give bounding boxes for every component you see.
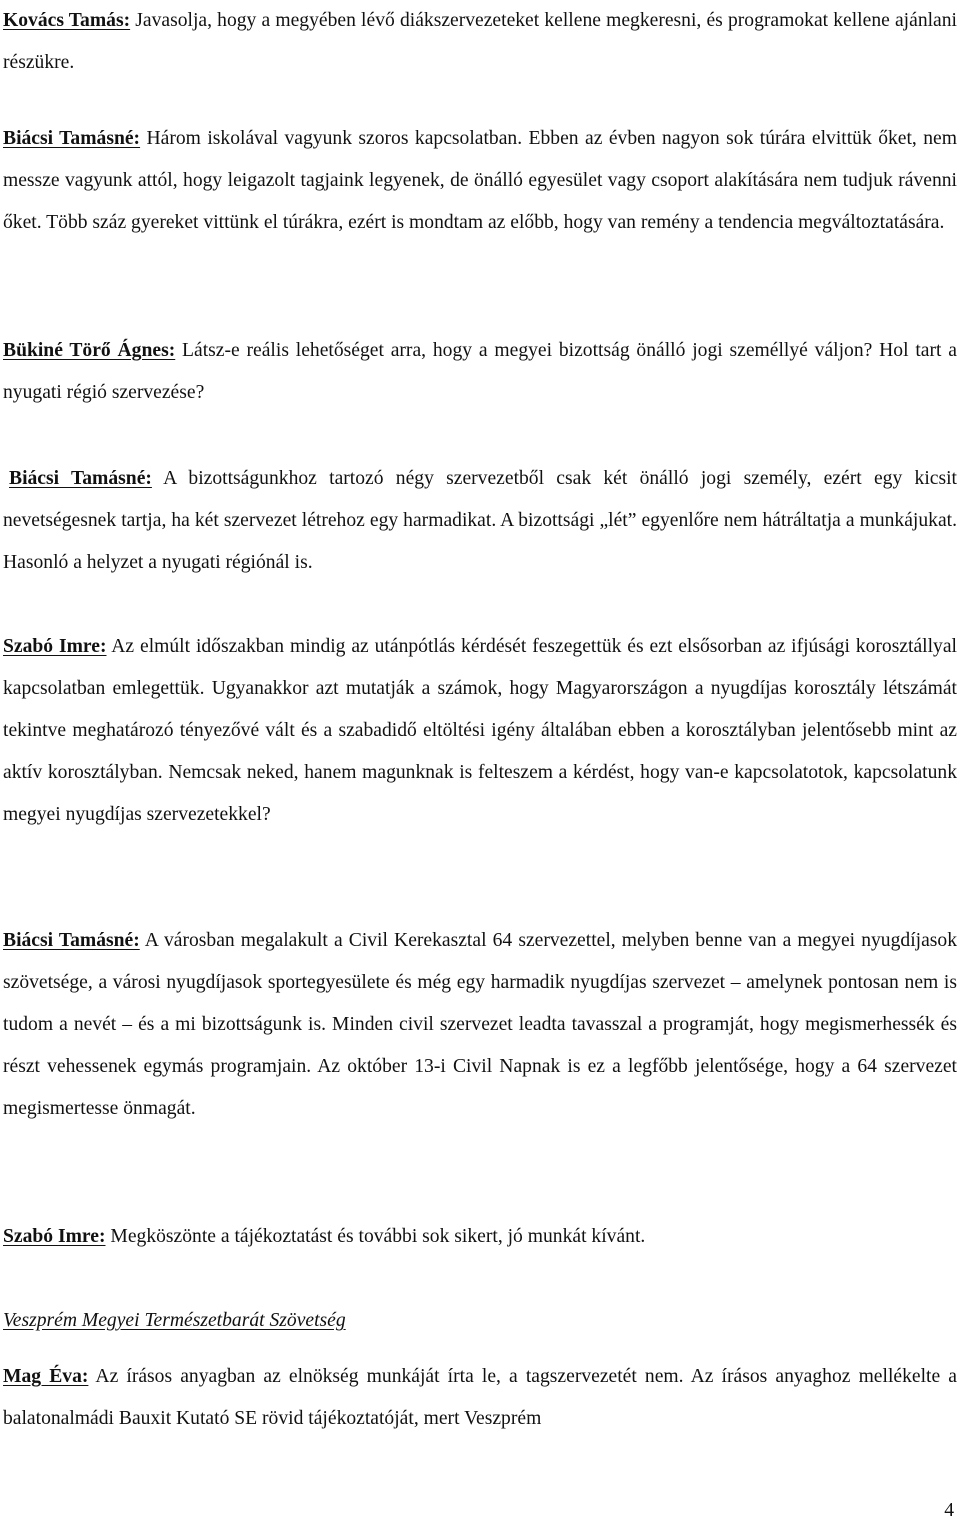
speaker-name: Biácsi Tamásné: [3, 930, 140, 951]
speaker-name: Biácsi Tamásné: [9, 468, 152, 489]
paragraph-text: Az írásos anyagban az elnökség munkáját írta le, a tagszervezetét nem. Az írásos anyaghoz mellékelte a balatonalmádi Bauxit Kutató SE rövid tájékoztatóját, mert Veszprém [3, 1366, 957, 1429]
organization-heading: Veszprém Megyei Természetbarát Szövetség [3, 1310, 346, 1331]
speaker-name: Kovács Tamás: [3, 10, 131, 31]
paragraph-text: A bizottságunkhoz tartozó négy szervezetből csak két önálló jogi személy, ezért egy kicsit nevetségesnek tartja, ha két szervezet létrehoz egy harmadikat. A bizottsági „lét” egyenlőre nem hátráltatja a munkájukat. Hasonló a helyzet a nyugati régiónál is. [3, 468, 957, 573]
paragraph-text: Megköszönte a tájékoztatást és további sok sikert, jó munkát kívánt. [105, 1226, 646, 1247]
speaker-name: Biácsi Tamásné: [3, 128, 141, 149]
speaker-name: Bükiné Törő Ágnes: [3, 340, 176, 361]
paragraph-text: Látsz-e reális lehetőséget arra, hogy a megyei bizottság önálló jogi személlyé váljon? Hol tart a nyugati régió szervezése? [3, 340, 957, 403]
paragraph-text: Az elmúlt időszakban mindig az utánpótlás kérdését feszegettük és ezt elsősorban az ifjúsági korosztállyal kapcsolatban emlegettük. Ugyanakkor azt mutatják a számok, hogy Magyarországon a nyugdíjas korosztály létszámát tekintve meghatározó tényezővé vált és a szabadidő eltöltési igény általában ebben a korosztályban jelentősebb mint az aktív korosztályban. Nemcsak neked, hanem magunknak is felteszem a kérdést, hogy van-e kapcsolatotok, kapcsolatunk megyei nyugdíjas szervezetekkel? [3, 636, 957, 825]
page-number: 4 [944, 1500, 954, 1521]
paragraph-text: Javasolja, hogy a megyében lévő diákszervezeteket kellene megkeresni, és programokat kellene ajánlani részükre. [3, 10, 957, 73]
speaker-name: Szabó Imre: [3, 636, 107, 657]
speaker-name: Mag Éva: [3, 1366, 89, 1387]
minutes-paragraph [3, 330, 957, 414]
paragraph-text: A városban megalakult a Civil Kerekasztal 64 szervezettel, melyben benne van a megyei nyugdíjasok szövetsége, a városi nyugdíjasok sportegyesülete és még egy harmadik nyugdíjas szervezet – amelynek pontosan nem is tudom a nevét – és a mi bizottságunk is. Minden civil szervezet leadta tavasszal a programját, hogy megismerhessék és részt vehessenek egymás programjain. Az október 13-i Civil Napnak is ez a legfőbb jelentősége, hogy a 64 szervezet megismertesse önmagát. [3, 930, 957, 1119]
minutes-paragraph [3, 1216, 645, 1258]
minutes-paragraph [3, 458, 957, 584]
minutes-paragraph [3, 118, 957, 244]
paragraph-text: Három iskolával vagyunk szoros kapcsolatban. Ebben az évben nagyon sok túrára elvittük őket, nem messze vagyunk attól, hogy leigazolt tagjaink legyenek, de önálló egyesület vagy csoport alakítására nem tudjuk rávenni őket. Több száz gyereket vittünk el túrákra, ezért is mondtam az előbb, hogy van remény a tendencia megváltoztatására. [3, 128, 957, 233]
minutes-paragraph [3, 920, 957, 1130]
minutes-paragraph [3, 0, 957, 84]
minutes-paragraph [3, 626, 957, 836]
speaker-name: Szabó Imre: [3, 1226, 106, 1247]
minutes-paragraph [3, 1356, 957, 1440]
